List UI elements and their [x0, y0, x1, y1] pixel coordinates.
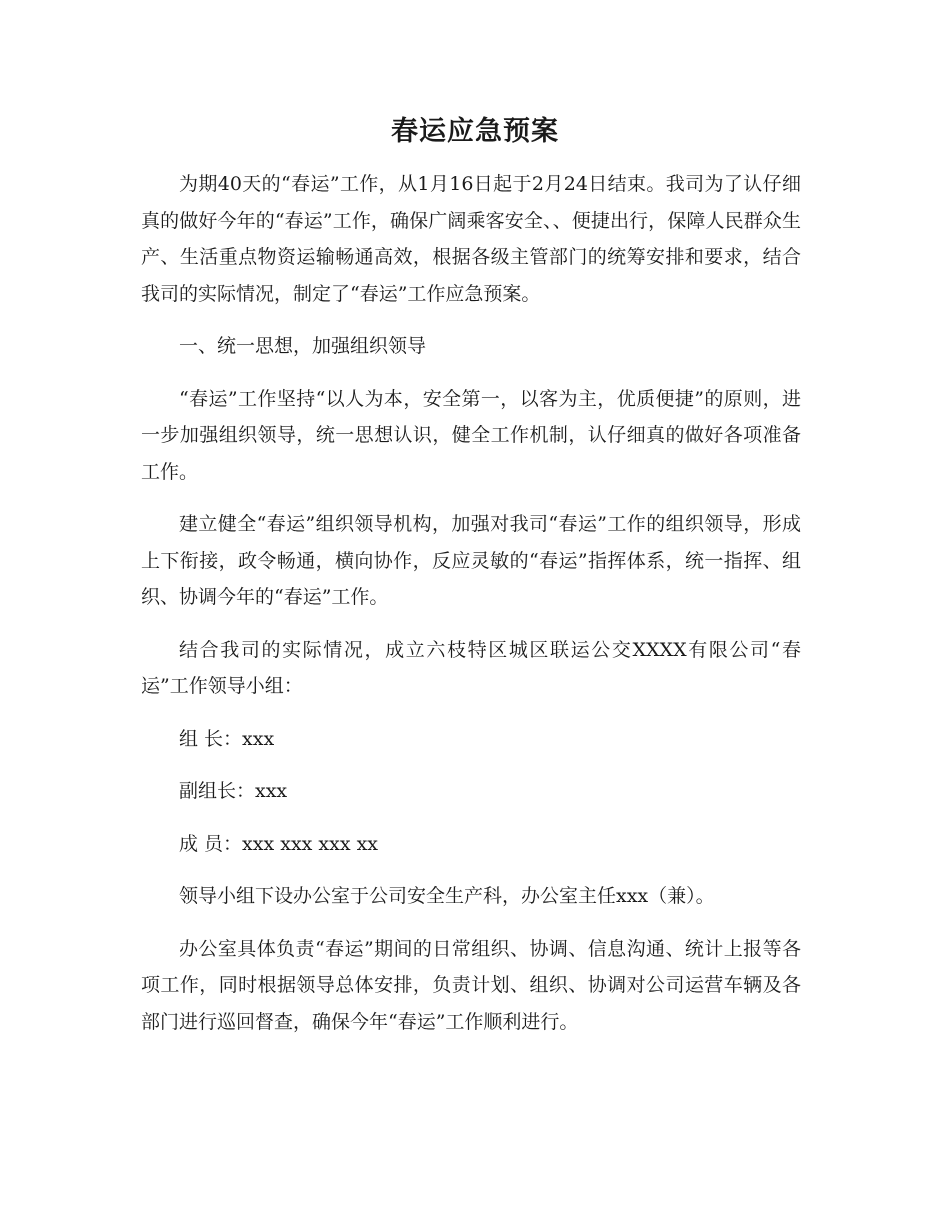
paragraph-organization: 建立健全“春运”组织领导机构，加强对我司“春运”工作的组织领导，形成上下衔接，政令畅通，横向协作，反应灵敏的“春运”指挥体系，统一指挥、组织、协调今年的“春运”工作。	[141, 513, 801, 608]
paragraph-office-duties: 办公室具体负责“春运”期间的日常组织、协调、信息沟通、统计上报等各项工作，同时根据领导总体安排，负责计划、组织、协调对公司运营车辆及各部门进行巡回督查，确保今年“春运”工作顺利进行。	[141, 937, 801, 1033]
document-title: 春运应急预案	[391, 116, 559, 147]
paragraph-intro: 为期40天的“春运”工作，从1月16日起于2月24日结束。我司为了认仔细真的做好今年的“春运”工作，确保广阔乘客安全、、便捷出行，保障人民群众生产、生活重点物资运输畅通高效，根据各级主管部门的统筹安排和要求，结合我司的实际情况，制定了“春运”工作应急预案。	[141, 173, 801, 305]
group-deputy-leader: 副组长：xxx	[179, 780, 288, 802]
group-members: 成 员：xxx xxx xxx xx	[179, 832, 379, 855]
paragraph-principle: “春运”工作坚持“以人为本，安全第一，以客为主，优质便捷”的原则，进一步加强组织领导，统一思想认识，健全工作机制，认仔细真的做好各项准备工作。	[141, 387, 801, 483]
group-leader: 组 长：xxx	[179, 727, 275, 750]
paragraph-office: 领导小组下设办公室于公司安全生产科，办公室主任xxx（兼）。	[179, 885, 715, 907]
document-body	[141, 166, 801, 1056]
paragraph-leadership-group: 结合我司的实际情况，成立六枝特区城区联运公交XXXX有限公司“春运”工作领导小组：	[141, 638, 801, 697]
section-heading-1: 一、统一思想，加强组织领导	[179, 335, 427, 357]
